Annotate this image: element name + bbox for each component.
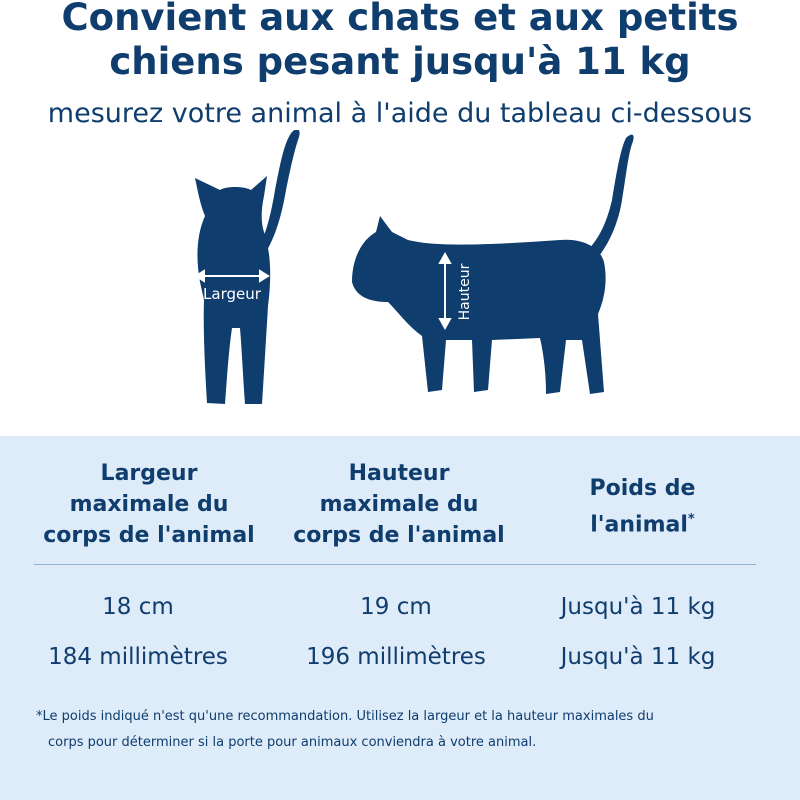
subtitle: mesurez votre animal à l'aide du tableau ci-dessous bbox=[47, 98, 753, 129]
cat-measurement-illustration bbox=[0, 130, 800, 430]
header-height bbox=[280, 458, 518, 551]
footnote-line-2: corps pour déterminer si la porte pour animaux conviendra à votre animal. bbox=[48, 735, 537, 750]
width-label: Largeur bbox=[203, 285, 261, 303]
height-label: Hauteur bbox=[457, 263, 473, 321]
header-weight bbox=[530, 473, 755, 540]
header-width-line-1: Largeur bbox=[100, 461, 198, 486]
cat-front-silhouette bbox=[195, 130, 300, 404]
header-height-line-3: corps de l'animal bbox=[293, 523, 505, 548]
cell-weight-1: Jusqu'à 11 kg bbox=[560, 594, 716, 620]
footnote bbox=[36, 704, 766, 756]
size-table-panel bbox=[0, 436, 800, 800]
page-title bbox=[0, 0, 800, 84]
cat-side-silhouette bbox=[352, 135, 634, 394]
header-width bbox=[30, 458, 268, 551]
cell-height-cm: 19 cm bbox=[360, 594, 432, 620]
header-width-line-2: maximale du bbox=[69, 492, 229, 517]
header-width-line-3: corps de l'animal bbox=[43, 523, 255, 548]
footnote-line-1: *Le poids indiqué n'est qu'une recommandation. Utilisez la largeur et la hauteur maximales du bbox=[36, 709, 654, 724]
title-line-2: chiens pesant jusqu'à 11 kg bbox=[109, 40, 691, 83]
cell-weight-2: Jusqu'à 11 kg bbox=[560, 644, 716, 670]
header-weight-line-1: Poids de bbox=[589, 476, 696, 501]
table-divider bbox=[34, 564, 756, 565]
footnote-marker: * bbox=[687, 512, 695, 527]
cell-width-cm: 18 cm bbox=[102, 594, 174, 620]
header-weight-line-2: l'animal bbox=[590, 512, 688, 538]
title-line-1: Convient aux chats et aux petits bbox=[61, 0, 739, 39]
header-height-line-1: Hauteur bbox=[348, 461, 450, 486]
header-height-line-2: maximale du bbox=[319, 492, 479, 517]
cell-height-mm: 196 millimètres bbox=[306, 644, 486, 670]
cell-width-mm: 184 millimètres bbox=[48, 644, 228, 670]
